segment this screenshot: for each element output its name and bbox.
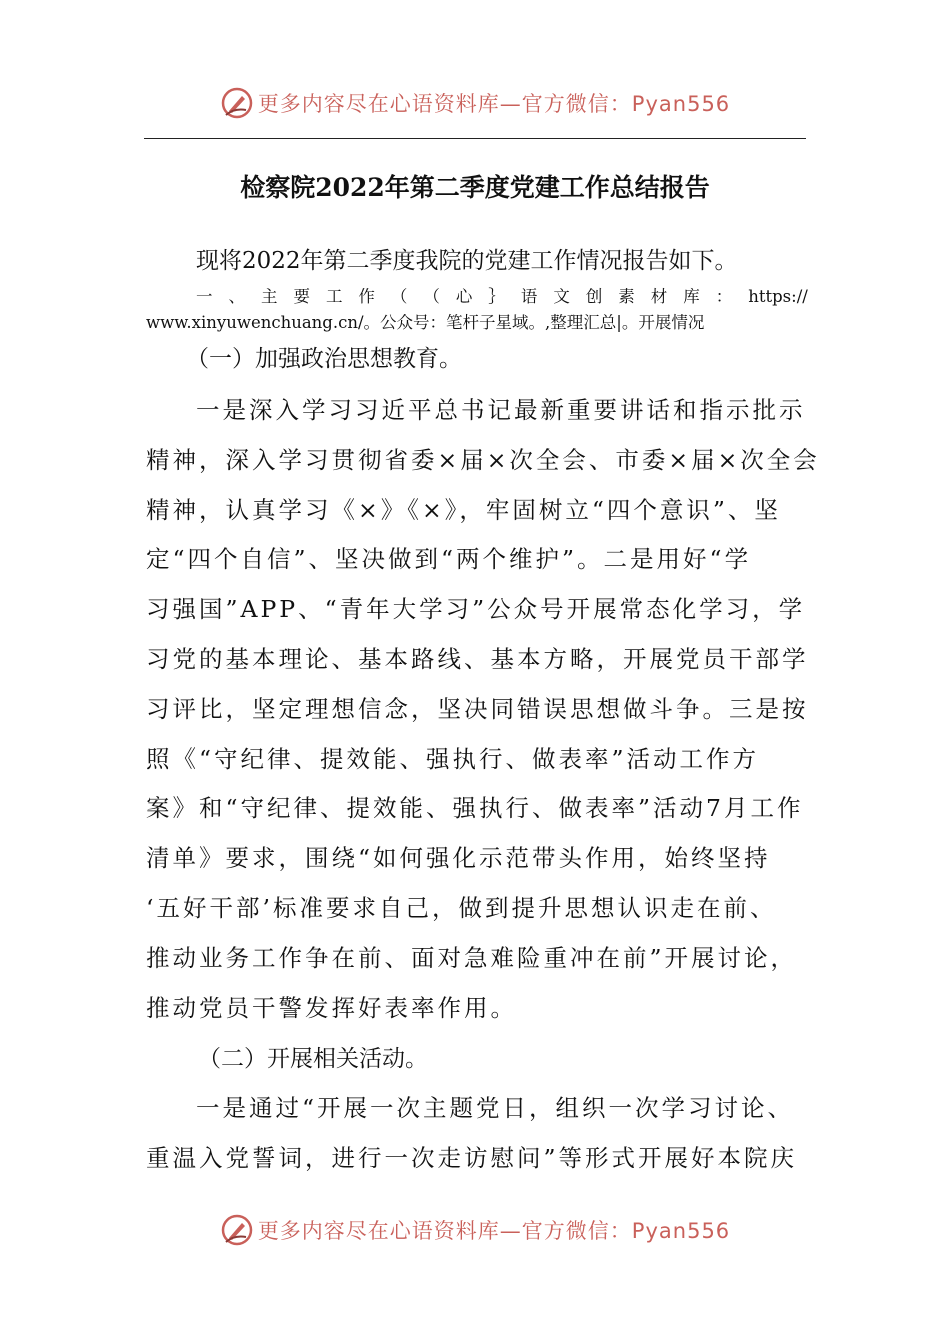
source-char: 素 bbox=[618, 287, 635, 306]
section-2-paragraph bbox=[146, 1084, 808, 1184]
paragraph-line: 习评比，坚定理想信念，坚决同错误思想做斗争。三是按 bbox=[146, 694, 809, 723]
paragraph-line: 重温入党誓词，进行一次走访慰问”等形式开展好本院庆 bbox=[146, 1143, 798, 1172]
source-char: 心 bbox=[455, 287, 473, 306]
paragraph-line: 一是通过“开展一次主题党日，组织一次学习讨论、 bbox=[196, 1094, 795, 1122]
paragraph-line: 习强国”APP、“青年大学习”公众号开展常态化学习，学 bbox=[146, 595, 806, 624]
banner-text: 更多内容尽在心语资料库—官方微信：Pyan556 bbox=[257, 92, 731, 116]
paragraph-line: 推动党员干警发挥好表率作用。 bbox=[146, 993, 517, 1022]
section-heading-1: （一）加强政治思想教育。 bbox=[186, 346, 462, 372]
paragraph-line: 定“四个自信”、坚决做到“两个维护”。二是用好“学 bbox=[146, 545, 752, 574]
header-divider bbox=[144, 138, 806, 139]
source-line-1 bbox=[146, 284, 808, 310]
source-line-1-chars bbox=[146, 284, 808, 310]
source-char: 库 bbox=[683, 287, 700, 306]
source-char: 、 bbox=[228, 287, 245, 306]
paragraph-line: 精神，认真学习《×》《×》，牢固树立“四个意识”、坚 bbox=[146, 495, 781, 524]
section-heading-2: （二）开展相关活动。 bbox=[198, 1046, 428, 1072]
pen-logo-icon bbox=[220, 86, 254, 120]
pen-logo-icon bbox=[220, 1213, 254, 1247]
source-char: 语 bbox=[520, 287, 538, 306]
paragraph-line: 一是深入学习习近平总书记最新重要讲话和指示批示 bbox=[196, 396, 806, 424]
source-char: （ bbox=[423, 287, 440, 306]
source-char: 要 bbox=[293, 287, 310, 306]
section-1-paragraph bbox=[146, 386, 820, 1033]
header-watermark-banner bbox=[0, 78, 950, 128]
source-char: 作 bbox=[358, 287, 375, 306]
paragraph-line: 照《“守纪律、提效能、强执行、做表率”活动工作方 bbox=[146, 744, 760, 773]
source-char: ： bbox=[715, 287, 733, 306]
paragraph-line: 习党的基本理论、基本路线、基本方略，开展党员干部学 bbox=[146, 644, 809, 673]
source-char: 材 bbox=[650, 287, 668, 306]
source-char: https:// bbox=[748, 287, 808, 306]
source-char: 一 bbox=[196, 287, 213, 306]
footer-watermark-banner bbox=[0, 1205, 950, 1255]
banner-text: 更多内容尽在心语资料库—官方微信：Pyan556 bbox=[257, 1219, 731, 1243]
source-char: （ bbox=[390, 287, 408, 306]
paragraph-line: 清单》要求，围绕“如何强化示范带头作用，始终坚持 bbox=[146, 844, 771, 873]
source-char: 工 bbox=[325, 287, 343, 306]
paragraph-line: 案》和“守纪律、提效能、强执行、做表率”活动7月工作 bbox=[146, 794, 804, 823]
source-char: 文 bbox=[553, 287, 570, 306]
paragraph-line: 精神，深入学习贯彻省委×届×次全会、市委×届×次全会 bbox=[146, 445, 820, 474]
paragraph-line: 推动业务工作争在前、面对急难险重冲在前”开展讨论， bbox=[146, 943, 798, 972]
paragraph-line: ‘五好干部’标准要求自己，做到提升思想认识走在前、 bbox=[146, 893, 777, 922]
document-title: 检察院2022年第二季度党建工作总结报告 bbox=[240, 173, 710, 202]
intro-paragraph: 现将2022年第二季度我院的党建工作情况报告如下。 bbox=[196, 248, 738, 274]
source-char: 主 bbox=[260, 287, 278, 306]
source-line-2: www.xinyuwenchuang.cn/。公众号：笔杆子星域。,整理汇总|。开展情况 bbox=[146, 313, 705, 332]
source-char: 创 bbox=[585, 287, 603, 306]
source-char: ｝ bbox=[488, 287, 505, 306]
